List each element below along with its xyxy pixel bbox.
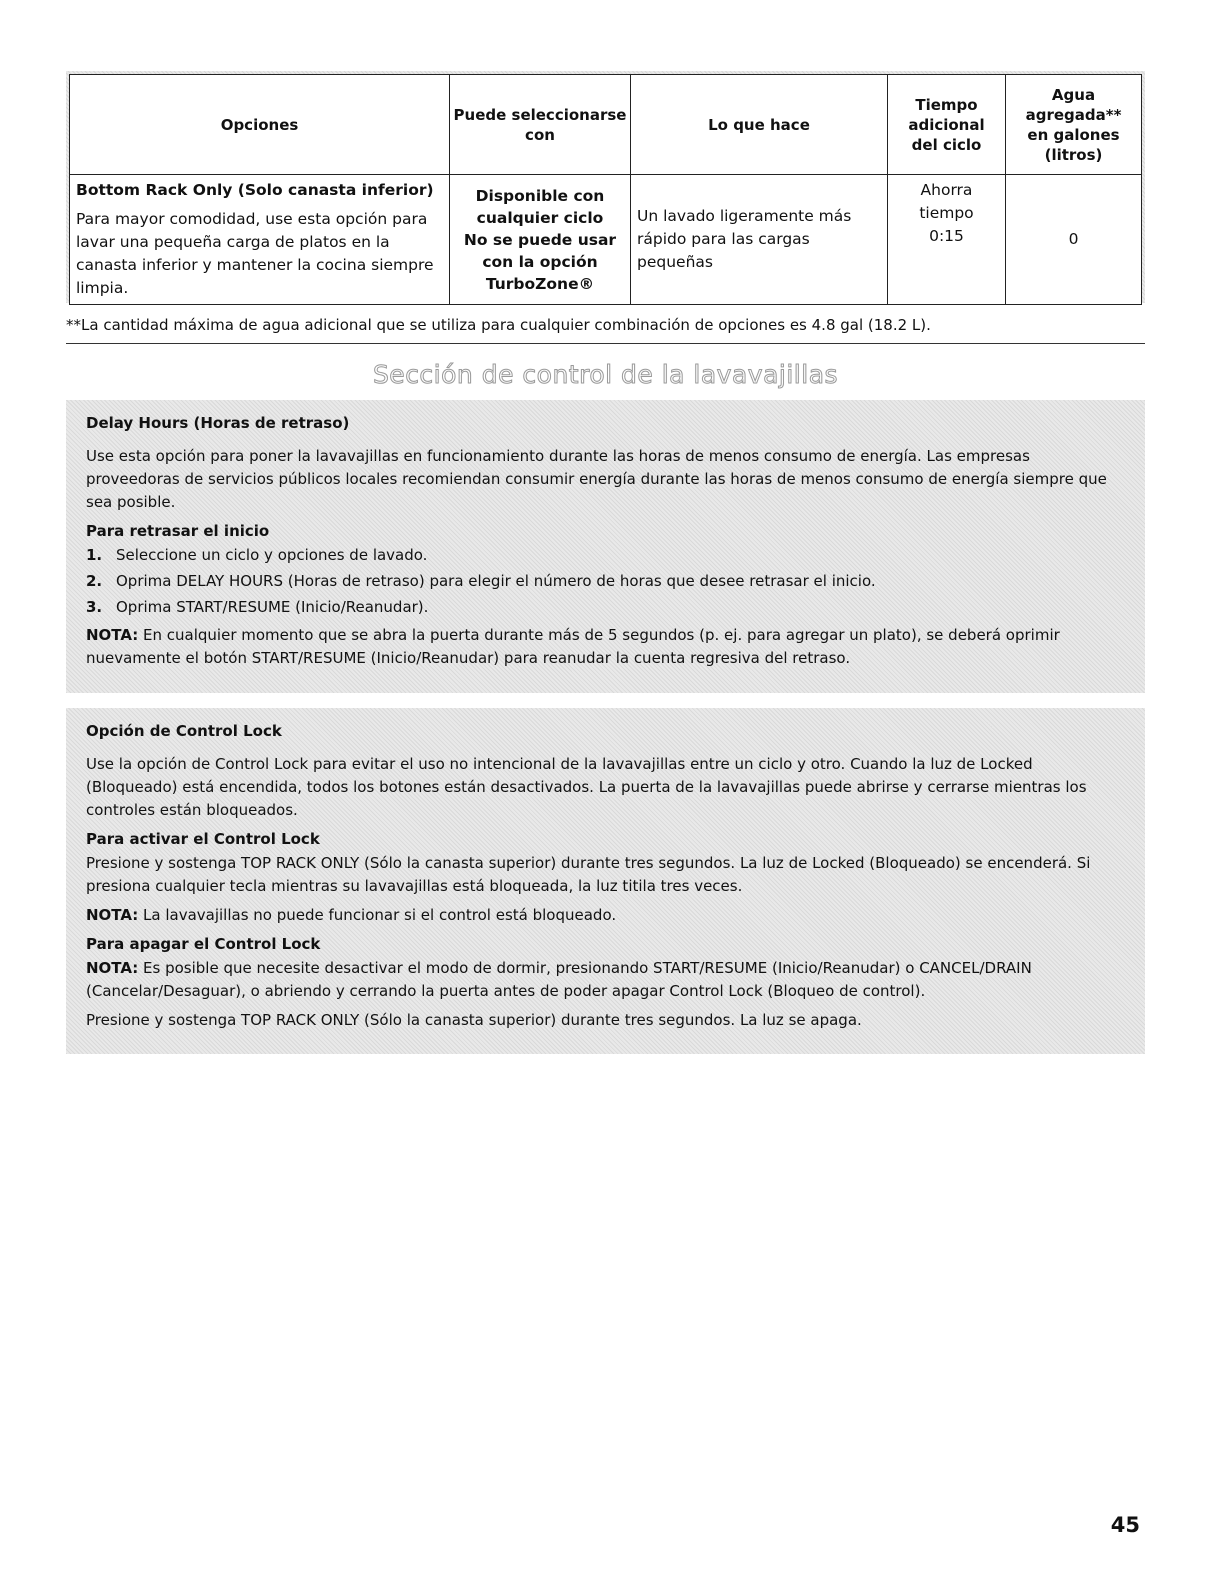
header-puede-seleccionarse: Puede seleccionarse con xyxy=(450,75,631,175)
table-row xyxy=(70,175,1142,305)
step-text: Oprima START/RESUME (Inicio/Reanudar). xyxy=(116,598,429,616)
time-line: Ahorra xyxy=(920,181,973,199)
delay-subheading: Para retrasar el inicio xyxy=(86,522,270,540)
select-line: cualquier ciclo xyxy=(476,209,604,227)
note-text: En cualquier momento que se abra la puerta durante más de 5 segundos (p. ej. para agregar un plato), se deberá oprimir nuevamente el botón START/RESUME (Inicio/Reanudar) para reanudar la cuenta regresiva del retraso. xyxy=(86,626,1060,667)
delay-steps xyxy=(86,544,1125,619)
select-line: TurboZone® xyxy=(485,275,595,293)
options-table xyxy=(69,74,1142,305)
deactivate-text: Presione y sostenga TOP RACK ONLY (Sólo la canasta superior) durante tres segundos. La luz se apaga. xyxy=(86,1011,862,1029)
what-cell: Un lavado ligeramente más rápido para las cargas pequeñas xyxy=(631,175,888,305)
header-agua-agregada: Agua agregada** en galones (litros) xyxy=(1006,75,1142,175)
control-lock-box xyxy=(66,708,1145,1054)
select-cell xyxy=(450,175,631,305)
options-table-frame xyxy=(66,71,1145,303)
header-opciones: Opciones xyxy=(70,75,450,175)
note-label: NOTA: xyxy=(86,959,139,977)
delay-hours-intro: Use esta opción para poner la lavavajillas en funcionamiento durante las horas de menos consumo de energía. Las empresas proveedoras de servicios públicos locales recomiendan consumir energía durante las horas de menos consumo de energía siempre que sea posible. xyxy=(86,447,1107,511)
activate-subheading: Para activar el Control Lock xyxy=(86,830,320,848)
select-line: Disponible con xyxy=(475,187,605,205)
note-text: La lavavajillas no puede funcionar si el control está bloqueado. xyxy=(138,906,617,924)
step-text: Seleccione un ciclo y opciones de lavado. xyxy=(116,546,428,564)
page-number: 45 xyxy=(1110,1513,1140,1537)
control-lock-intro: Use la opción de Control Lock para evitar el uso no intencional de la lavavajillas entre un ciclo y otro. Cuando la luz de Locked (Bloqueado) está encendida, todos los botones están desactivados. La puerta de la lavavajillas puede abrirse y cerrarse mientras los controles están bloqueados. xyxy=(86,755,1087,819)
header-tiempo-adicional: Tiempo adicional del ciclo xyxy=(888,75,1006,175)
delay-hours-box xyxy=(66,400,1145,693)
option-description: Para mayor comodidad, use esta opción para lavar una pequeña carga de platos en la canasta inferior y mantener la cocina siempre limpia. xyxy=(76,210,434,297)
step-text: Oprima DELAY HOURS (Horas de retraso) para elegir el número de horas que desee retrasar el inicio. xyxy=(116,572,876,590)
select-line: con la opción xyxy=(482,253,598,271)
section-title: Sección de control de la lavavajillas xyxy=(372,360,839,389)
time-cell xyxy=(888,175,1006,305)
control-lock-title: Opción de Control Lock xyxy=(86,722,282,740)
list-item xyxy=(86,596,1125,619)
deactivate-subheading: Para apagar el Control Lock xyxy=(86,935,321,953)
step-number: 2. xyxy=(86,572,103,590)
lock-note-1 xyxy=(86,904,1125,927)
lock-note-2 xyxy=(86,957,1125,1003)
step-number: 1. xyxy=(86,546,103,564)
water-cell: 0 xyxy=(1006,175,1142,305)
step-number: 3. xyxy=(86,598,103,616)
list-item xyxy=(86,544,1125,567)
delay-note xyxy=(86,624,1125,670)
note-label: NOTA: xyxy=(86,906,139,924)
note-label: NOTA: xyxy=(86,626,139,644)
section-divider xyxy=(66,343,1145,344)
option-cell xyxy=(70,175,450,305)
time-line: tiempo xyxy=(919,204,974,222)
delay-hours-title: Delay Hours (Horas de retraso) xyxy=(86,414,350,432)
activate-text: Presione y sostenga TOP RACK ONLY (Sólo la canasta superior) durante tres segundos. La luz de Locked (Bloqueado) se encenderá. Si presiona cualquier tecla mientras su lavavajillas está bloqueada, la luz titila tres veces. xyxy=(86,854,1091,895)
time-line: 0:15 xyxy=(929,227,964,245)
select-line: No se puede usar xyxy=(463,231,617,249)
list-item xyxy=(86,570,1125,593)
table-header-row xyxy=(70,75,1142,175)
table-footnote: **La cantidad máxima de agua adicional que se utiliza para cualquier combinación de opciones es 4.8 gal (18.2 L). xyxy=(66,316,931,334)
note-text: Es posible que necesite desactivar el modo de dormir, presionando START/RESUME (Inicio/Reanudar) o CANCEL/DRAIN (Cancelar/Desaguar), o abriendo y cerrando la puerta antes de poder apagar Control Lock (Bloqueo de control). xyxy=(86,959,1032,1000)
header-lo-que-hace: Lo que hace xyxy=(631,75,888,175)
option-title: Bottom Rack Only (Solo canasta inferior) xyxy=(76,181,434,199)
